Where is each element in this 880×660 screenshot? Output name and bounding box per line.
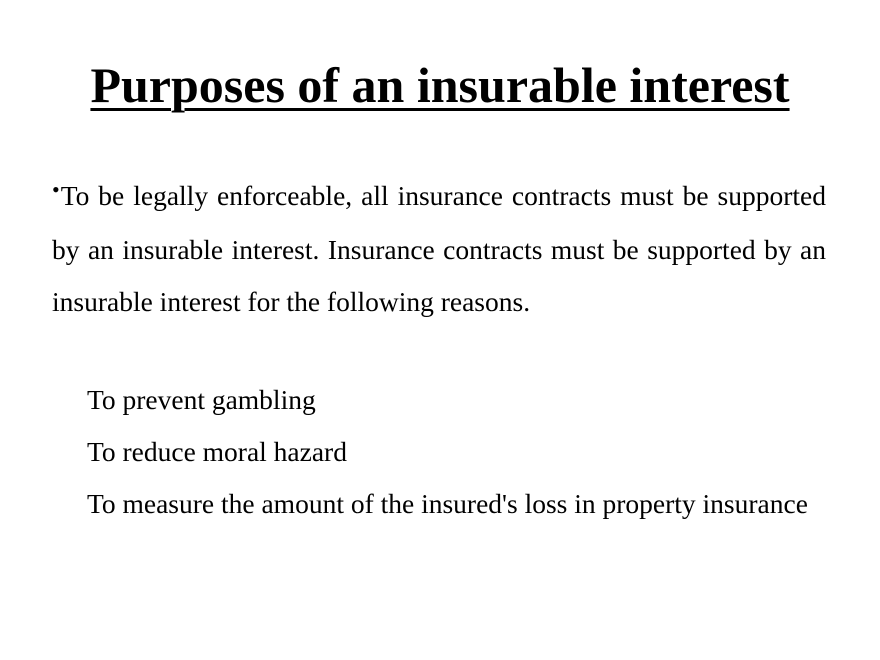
slide-title: Purposes of an insurable interest <box>90 57 790 113</box>
main-bullet-paragraph <box>52 170 826 328</box>
reason-item: To measure the amount of the insured's loss in property insurance <box>87 488 808 519</box>
bullet-icon: • <box>52 177 60 202</box>
reason-item: To prevent gambling <box>87 384 316 415</box>
reason-item: To reduce moral hazard <box>87 436 347 467</box>
reasons-list <box>87 374 826 530</box>
main-bullet-text: To be legally enforceable, all insurance contracts must be supported by an insurable interest. Insurance contracts must be supported by an insurable interest for the following reasons. <box>52 180 826 317</box>
